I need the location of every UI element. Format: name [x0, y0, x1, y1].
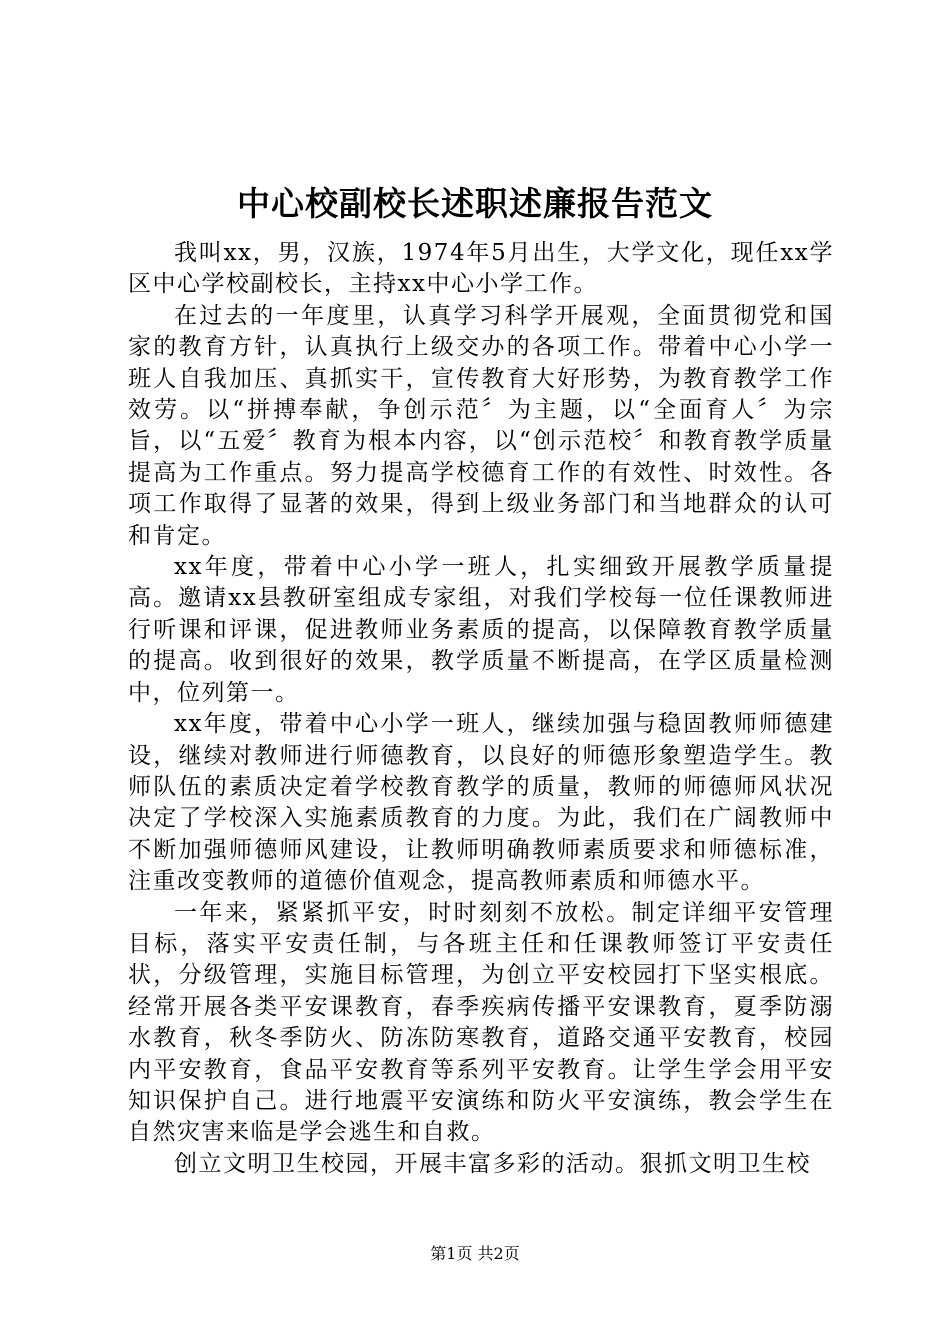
page-footer: 第1页 共2页 [430, 1244, 520, 1263]
paragraph: xx年度，带着中心小学一班人，继续加强与稳固教师师德建设，继续对教师进行师德教育，以良好的师德形象塑造学生。教师队伍的素质决定着学校教育教学的质量，教师的师德师风状况决定了学校深入实施素质教育的力度。为此，我们在广阔教师中不断加强师德师风建设，让教师明确教师素质要求和师德标准，注重改变教师的道德价值观念，提高教师素质和师德水平。 [128, 711, 834, 895]
document-body [128, 238, 834, 1180]
paragraph: 我叫xx，男，汉族，1974年5月出生，大学文化，现任xx学区中心学校副校长，主持xx中心小学工作。 [128, 240, 834, 298]
document-title: 中心校副校长述职述廉报告范文 [237, 184, 713, 223]
paragraph: 创立文明卫生校园，开展丰富多彩的活动。狠抓文明卫生校 [174, 1150, 811, 1177]
paragraph: 一年来，紧紧抓平安，时时刻刻不放松。制定详细平安管理目标，落实平安责任制，与各班主任和任课教师签订平安责任状，分级管理，实施目标管理，为创立平安校园打下坚实根底。经常开展各类平安课教育，春季疾病传播平安课教育，夏季防溺水教育，秋冬季防火、防冻防寒教育，道路交通平安教育，校园内平安教育，食品平安教育等系列平安教育。让学生学会用平安知识保护自己。进行地震平安演练和防火平安演练，教会学生在自然灾害来临是学会逃生和自救。 [128, 899, 834, 1146]
paragraph: 在过去的一年度里，认真学习科学开展观，全面贯彻党和国家的教育方针，认真执行上级交办的各项工作。带着中心小学一班人自我加压、真抓实干，宣传教育大好形势，为教育教学工作效劳。以“拼搏奉献，争创示范〞为主题，以“全面育人〞为宗旨，以“五爱〞教育为根本内容，以“创示范校〞和教育教学质量提高为工作重点。努力提高学校德育工作的有效性、时效性。各项工作取得了显著的效果，得到上级业务部门和当地群众的认可和肯定。 [128, 302, 834, 549]
paragraph: xx年度，带着中心小学一班人，扎实细致开展教学质量提高。邀请xx县教研室组成专家组，对我们学校每一位任课教师进行听课和评课，促进教师业务素质的提高，以保障教育教学质量的提高。收到很好的效果，教学质量不断提高，在学区质量检测中，位列第一。 [128, 554, 834, 706]
